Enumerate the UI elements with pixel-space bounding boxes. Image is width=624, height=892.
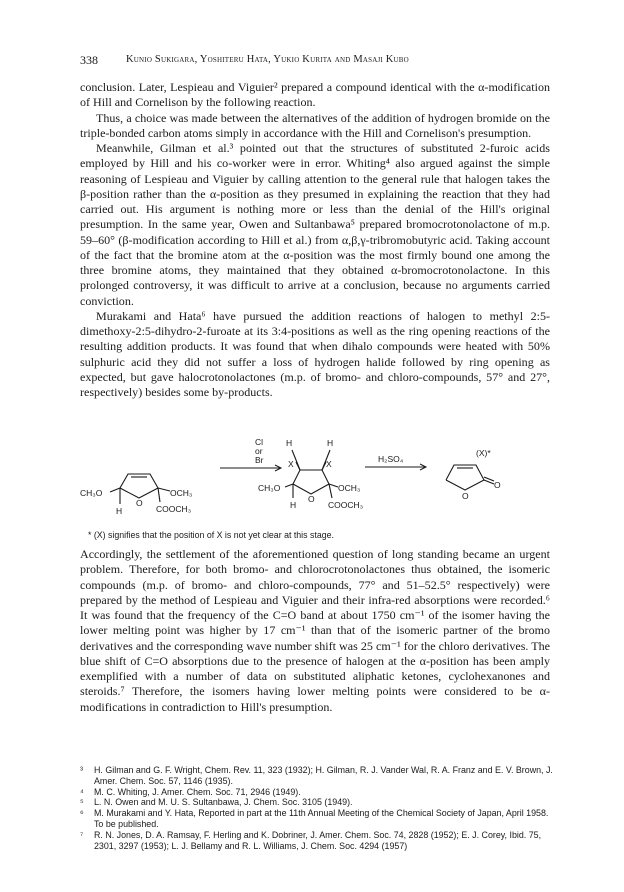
paragraph: Thus, a choice was made between the alternatives of the addition of hydrogen bromide on the triple-bonded carbon atoms simply in accordance with the Hill and Cornelison's presumption. [80,110,550,140]
reference-item: ³ H. Gilman and G. F. Wright, Chem. Rev. 11, 323 (1932); H. Gilman, R. J. Vander Wal, R. A. Franz and E. V. Brown, J. Amer. Chem. Soc. 57, 1146 (1935). [80,765,553,786]
page-header [80,53,560,69]
reactant-ring-oxygen: O [136,498,143,508]
reagent-or: or [255,446,263,456]
product-ring-oxygen: O [462,491,469,501]
reactant-methoxy-left: CH₃O [80,488,103,498]
reaction-scheme-drawing [80,436,550,528]
intermediate-methoxy-right: OCH₃ [338,483,361,493]
reference-item: ⁴ M. C. Whiting, J. Amer. Chem. Soc. 71, 2946 (1949). [80,786,301,797]
reaction-scheme [80,436,550,526]
paragraph: Accordingly, the settlement of the aforementioned question of long standing became an urgent problem. Therefore, for both bromo- and chlorocrotonolactones thus obtained, the isomeric compounds (m.p. of bromo- and chloro-compounds, 77° and 51–52.5° respectively) were prepared by the method of Lespieau and Viguier and their infra-red absorptions were recorded.⁶ It was found that the frequency of the C=O band at about 1750 cm⁻¹ of the isomer having the lower melting point was higher by 17 cm⁻¹ than that of the isomeric partner of the bromo derivatives and the corresponding wave number shift was 25 cm⁻¹ for the chloro derivatives. The blue shift of C=O absorptions due to the presence of halogen at the α-position has been amply exemplified with a number of data on substituted aliphatic ketones, cyclohexanones and steroids.⁷ Therefore, the isomers having lower melting points were considered to be α-modifications in contradiction to Hill's presumption. [80,547,550,714]
reference-item: ⁵ L. N. Owen and M. U. S. Sultanbawa, J. Chem. Soc. 3105 (1949). [80,797,353,808]
paragraph: Murakami and Hata⁶ have pursued the addition reactions of halogen to methyl 2:5-dimethoxy-2:5-dihydro-2-furoate at its 3:4-positions as well as the ring opening reactions of the resulting addition products. It was found that when dihalo compounds were heated with 50% sulphuric acid they did not suffer a loss of hydrogen halide followed by ring opening as expected, but gave halocrotonolactones (m.p. of bromo- and chloro-compounds, 57° and 27°, respectively) besides some by-products. [80,308,550,399]
reactant-ester: COOCH₃ [156,504,192,514]
intermediate-ester: COOCH₃ [328,500,364,510]
reactant-h: H [116,506,123,516]
reference-item: ⁶ M. Murakami and Y. Hata, Reported in part at the 11th Annual Meeting of the Chemical Society of Japan, April 1958. To be published. [80,808,549,829]
paragraph: conclusion. Later, Lespieau and Viguier² prepared a compound identical with the α-modification of Hill and Cornelison by the following reaction. [80,80,550,110]
product-x-label: (X)* [476,448,491,458]
reference-item: ⁷ R. N. Jones, D. A. Ramsay, F. Herling and K. Dobriner, J. Amer. Chem. Soc. 74, 2828 (1952); E. J. Corey, Ibid. 75, 2301, 3297 (1953); L. J. Bellamy and R. L. Williams, J. Chem. Soc. 4294 (1957) [80,829,542,851]
intermediate-x-left: X [288,459,294,469]
running-head: Kunio Sukigara, Yoshiteru Hata, Yukio Kurita and Masaji Kubo [126,54,409,65]
intermediate-h-right: H [327,438,334,448]
reagent-br: Br [255,455,264,465]
intermediate-methoxy-left: CH₃O [258,483,281,493]
scheme-footnote: * (X) signifies that the position of X is not yet clear at this stage. [88,530,334,540]
intermediate-x-right: X [326,459,332,469]
paragraph: Meanwhile, Gilman et al.³ pointed out that the structures of substituted 2-furoic acids employed by Hill and his co-worker were in error. Whiting⁴ also argued against the simple reasoning of Lespieau and Viguier by calling attention to the general rule that halogen takes the β-position rather than the α-position as they presumed in explaining the reaction that they had carried out. His argument is nothing more or less than the denial of the Hill's original presumption. In the same year, Owen and Sultanbawa⁵ prepared bromocrotonolactone of m.p. 59–60° (β-modification according to Hill et al.) from α,β,γ-tribromobutyric acid. Taking account of the fact that the bromine atom at the α-position was the most firmly bound one among the three bromine atoms, they maintained that they obtained α-bromocrotonolactone. In this prolonged controversy, it was difficult to arrive at a conclusion, because no arguments carried conviction. [80,141,550,308]
intermediate-h: H [290,500,297,510]
reagent-cl: Cl [255,437,264,447]
body-text-top [80,80,550,400]
body-text-bottom [80,547,550,715]
intermediate-ring-oxygen: O [308,494,315,504]
product-ring [446,465,494,490]
intermediate-h-left: H [286,438,293,448]
footnote-references [80,765,560,851]
product-carbonyl-oxygen: O [494,480,501,490]
reaction-arrow-2 [365,464,426,470]
reaction-arrow-1 [220,465,281,471]
intermediate-ring [285,450,338,498]
page-number: 338 [80,53,98,67]
reagent-sulfuric-acid: H₂SO₄ [378,454,404,464]
reactant-methoxy-right: OCH₃ [170,488,193,498]
